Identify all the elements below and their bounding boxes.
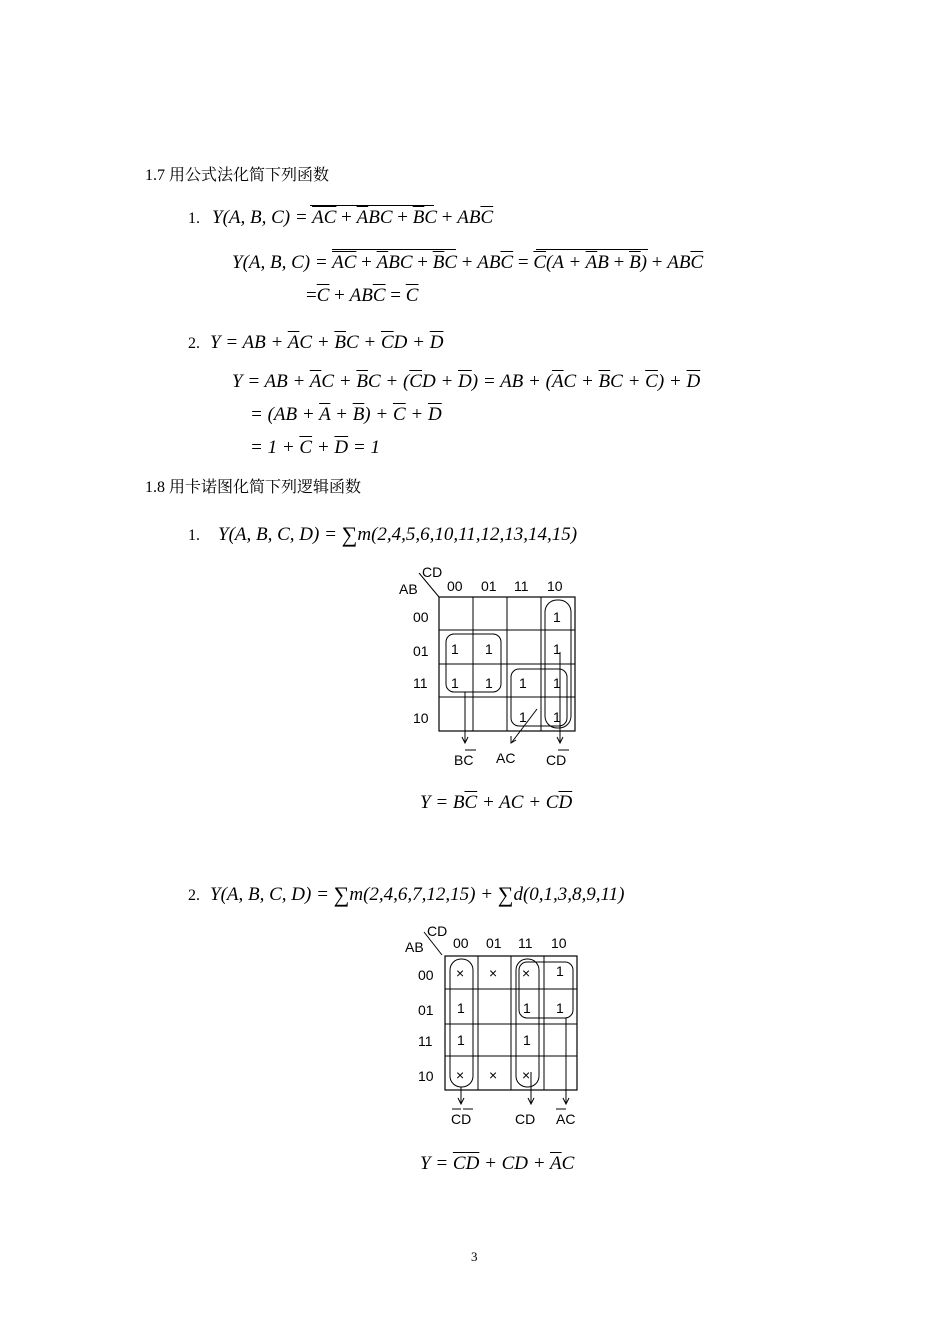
solution-1-7-1-line2: $=\overline{C} + AB\overline{C} = \overline{C}$ xyxy=(306,285,419,306)
kmap-cell: 1 xyxy=(553,675,561,691)
term-label-ac: AC xyxy=(496,750,516,766)
kmap-cell: 1 xyxy=(556,963,564,979)
kmap-row-header: 10 xyxy=(418,1068,434,1084)
kmap-cell: 1 xyxy=(553,609,561,625)
problem-statement: Y(A, B, C, D) = ∑m(2,4,5,6,10,11,12,13,14,15) xyxy=(218,522,578,547)
term-label-cd: CD xyxy=(546,752,567,768)
kmap-col-header: 01 xyxy=(481,578,497,594)
term-label-bc: BC xyxy=(454,752,474,768)
karnaugh-map-2 xyxy=(398,920,598,1130)
kmap-row-var: AB xyxy=(405,939,424,955)
kmap-col-header: 11 xyxy=(514,578,529,594)
problem-1-7-2 xyxy=(188,332,443,354)
kmap-col-header: 00 xyxy=(453,935,469,951)
kmap-cell: × xyxy=(489,1067,498,1083)
kmap-cell: 1 xyxy=(519,675,527,691)
term-label-cd: CD xyxy=(515,1111,536,1127)
kmap-row-header: 00 xyxy=(413,609,429,625)
kmap-col-header: 01 xyxy=(486,935,502,951)
problem-label: 2. xyxy=(188,887,200,904)
kmap-cell: 1 xyxy=(523,1000,531,1016)
kmap-2-result: $Y = \overline{C}\overline{D}$ + CD + $\overline{A}C$ xyxy=(420,1153,575,1174)
kmap-cell: × xyxy=(489,965,498,981)
page-number: 3 xyxy=(471,1249,478,1264)
kmap-col-header: 10 xyxy=(547,578,563,594)
kmap-row-header: 11 xyxy=(418,1033,433,1049)
kmap-cell: 1 xyxy=(553,641,561,657)
kmap-cell: × xyxy=(522,1067,531,1083)
problem-1-8-2 xyxy=(188,880,624,906)
kmap-cell: 1 xyxy=(556,1000,564,1016)
problem-1-7-1 xyxy=(188,207,493,229)
problem-label: 1. xyxy=(188,527,200,544)
kmap-row-header: 00 xyxy=(418,967,434,983)
kmap-1-result: $Y = B\overline{C}$ + AC + $C\overline{D}$ xyxy=(420,792,573,813)
section-1-8-heading: 1.8 用卡诺图化简下列逻辑函数 xyxy=(145,479,362,496)
kmap-row-header: 01 xyxy=(413,643,429,659)
kmap-cell: × xyxy=(456,965,465,981)
solution-1-7-2-line1: Y = AB + $\overline{A}C + \overline{B}C + (\overline{C}D + \overline{D})$ = AB + $(\overline{A}C + \overline{B}C + \overline{C}) + \overline{D}$ xyxy=(232,371,701,392)
kmap-cell: 1 xyxy=(451,675,459,691)
problem-statement: Y = AB + $\overline{A}C + \overline{B}C + \overline{C}D + \overline{D}$ xyxy=(210,332,444,353)
overbar xyxy=(536,249,648,250)
problem-label: 1. xyxy=(188,210,200,227)
problem-statement: Y(A, B, $C) = \overline{AC} + \overline{A}BC + \overline{B}C + AB\overline{C}$ xyxy=(212,207,494,228)
solution-1-7-2-line2: = $(AB + \overline{A} + \overline{B}) + \overline{C} + \overline{D}$ xyxy=(250,404,442,425)
kmap-cell: × xyxy=(522,965,531,981)
kmap-cell: 1 xyxy=(457,1000,465,1016)
solution-1-7-2-line3: = $1 + \overline{C} + \overline{D} = 1$ xyxy=(250,437,380,458)
kmap-col-var: CD xyxy=(427,923,448,939)
kmap-cell: 1 xyxy=(485,675,493,691)
overbar xyxy=(332,249,456,250)
kmap-row-header: 10 xyxy=(413,710,429,726)
kmap-cell: 1 xyxy=(451,641,459,657)
kmap-col-header: 10 xyxy=(551,935,567,951)
overbar xyxy=(310,205,434,206)
kmap-row-header: 11 xyxy=(413,675,428,691)
problem-1-8-1 xyxy=(188,520,577,546)
kmap-cell: 1 xyxy=(519,709,527,725)
karnaugh-map-1 xyxy=(392,560,592,772)
kmap-row-header: 01 xyxy=(418,1002,434,1018)
kmap-col-var: CD xyxy=(422,564,443,580)
solution-1-7-1-line1: Y(A, B, $C) = \overline{AC} + \overline{A}BC + \overline{B}C + AB\overline{C} = \overline{C}(A + \overline{A}B + \overline{B}) + AB\overline{C}$ xyxy=(232,252,704,273)
term-label-ac: AC xyxy=(556,1111,576,1127)
kmap-cell: 1 xyxy=(523,1032,531,1048)
kmap-row-var: AB xyxy=(399,581,418,597)
kmap-col-header: 11 xyxy=(518,935,533,951)
kmap-col-header: 00 xyxy=(447,578,463,594)
term-label-cd-bar: CD xyxy=(451,1111,472,1127)
kmap-cell: 1 xyxy=(457,1032,465,1048)
problem-label: 2. xyxy=(188,335,200,352)
kmap-cell: 1 xyxy=(553,709,561,725)
section-1-7-heading: 1.7 用公式法化简下列函数 xyxy=(145,167,330,184)
kmap-cell: × xyxy=(456,1067,465,1083)
problem-statement: Y(A, B, C, D) = ∑m(2,4,6,7,12,15) + ∑d(0,1,3,8,9,11) xyxy=(210,882,625,907)
kmap-cell: 1 xyxy=(485,641,493,657)
